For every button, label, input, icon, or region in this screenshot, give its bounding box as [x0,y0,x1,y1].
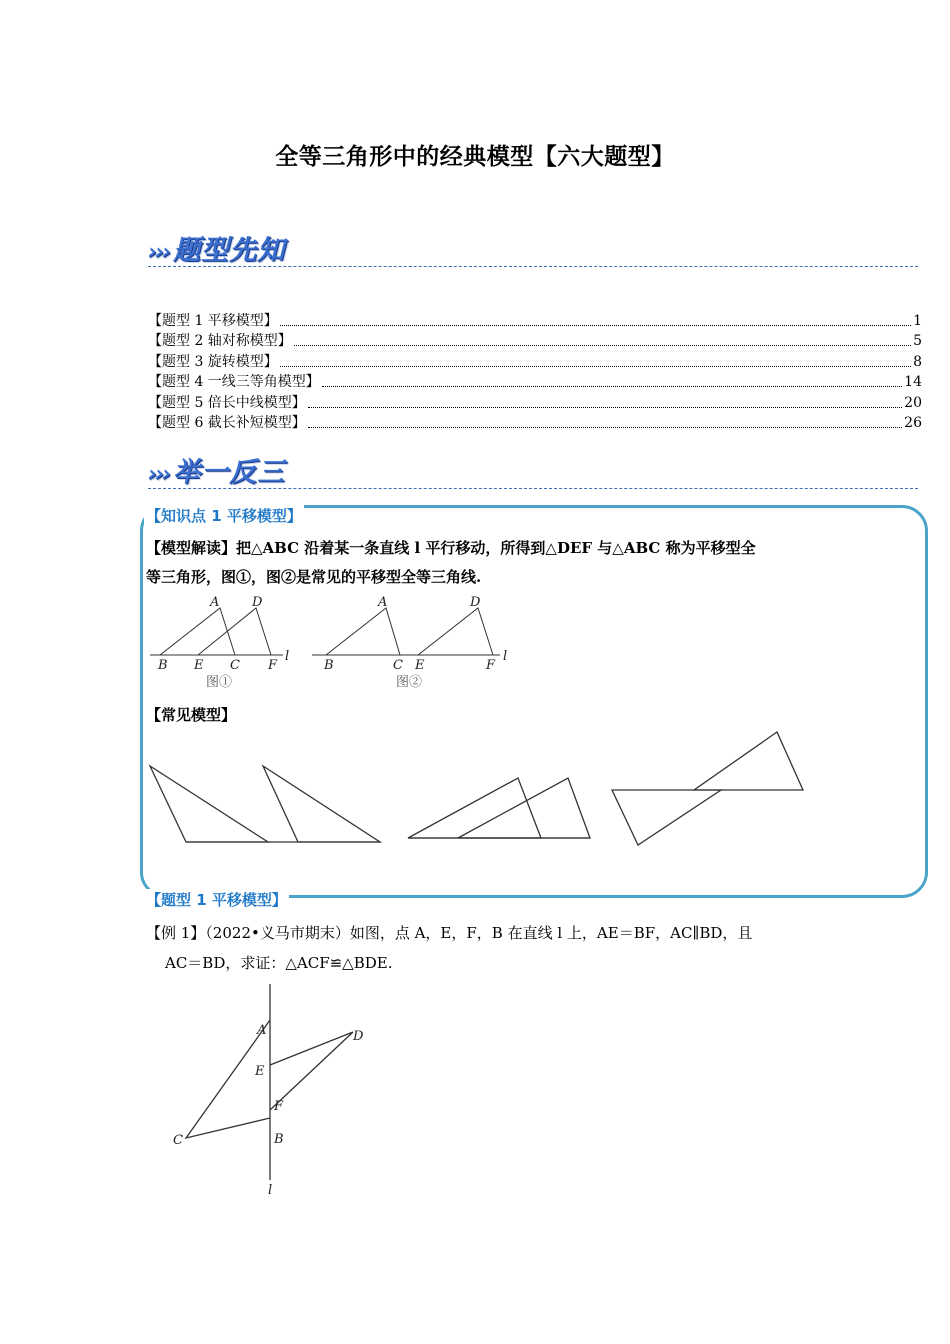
figure-2 [312,608,500,655]
model-explanation-line2: 等三角形，图①，图②是常见的平移型全等三角线. [146,568,482,586]
model-explanation-line1: 【模型解读】把△ABC 沿着某一条直线 l 平行移动，所得到△DEF 与△ABC 称为平移型全 [146,539,756,557]
fig1-label-D: D [252,595,263,610]
fig1-label-l: l [285,649,290,664]
page-title: 全等三角形中的经典模型【六大题型】 [275,144,675,170]
fig1-label-B: B [158,658,168,673]
common-models-figures [146,728,816,850]
toc-item-3[interactable]: 【题型 3 旋转模型】 8 [148,354,922,370]
toc-item-2[interactable]: 【题型 2 轴对称模型】 5 [148,333,922,349]
fig1-caption: 图① [206,675,233,690]
example1-figure [160,980,380,1200]
banner-title: 题型先知 [173,235,286,266]
ex-label-C: C [173,1133,183,1148]
fig1-label-A: A [210,595,220,610]
ex-label-F: F [274,1099,284,1114]
ex-label-B: B [274,1132,284,1147]
common-model-2 [408,778,590,838]
knowledge-tag: 【知识点 1 平移模型】 [146,507,302,525]
banner-arrows-icon: ››› [148,240,170,265]
fig2-label-A: A [378,595,388,610]
translation-figures [148,592,528,692]
fig2-label-l: l [503,649,508,664]
ex-label-E: E [255,1064,265,1079]
toc-item-4[interactable]: 【题型 4 一线三等角模型】 14 [148,374,922,390]
example1-line1: 【例 1】（2022•义马市期末）如图，点 A，E，F，B 在直线 l 上，AE＝BF，AC∥BD，且 [146,924,753,942]
banner-title: 举一反三 [173,457,286,488]
fig2-label-B: B [324,658,334,673]
banner-divider [148,266,918,267]
common-model-1 [150,766,380,842]
ex-label-A: A [257,1023,267,1038]
ex-label-D: D [353,1029,364,1044]
figure-1 [150,608,283,655]
toc-item-1[interactable]: 【题型 1 平移模型】 1 [148,313,922,329]
fig1-label-F: F [268,658,278,673]
section-banner-preview [148,228,285,267]
fig1-label-C: C [230,658,240,673]
ex-label-l: l [268,1183,273,1198]
fig2-label-E: E [415,658,425,673]
type1-tag: 【题型 1 平移模型】 [146,891,287,909]
fig2-label-F: F [486,658,496,673]
fig2-label-C: C [393,658,403,673]
fig1-label-E: E [194,658,204,673]
common-model-3 [612,732,803,845]
fig2-label-D: D [470,595,481,610]
fig2-caption: 图② [396,675,423,690]
banner-arrows-icon: ››› [148,462,170,487]
toc-item-6[interactable]: 【题型 6 截长补短模型】 26 [148,415,922,431]
banner-divider [148,488,918,489]
example1-line2: AC＝BD，求证：△ACF≌△BDE. [165,954,393,972]
section-banner-practice [148,450,285,489]
common-models-heading: 【常见模型】 [146,706,237,724]
toc-item-5[interactable]: 【题型 5 倍长中线模型】 20 [148,395,922,411]
